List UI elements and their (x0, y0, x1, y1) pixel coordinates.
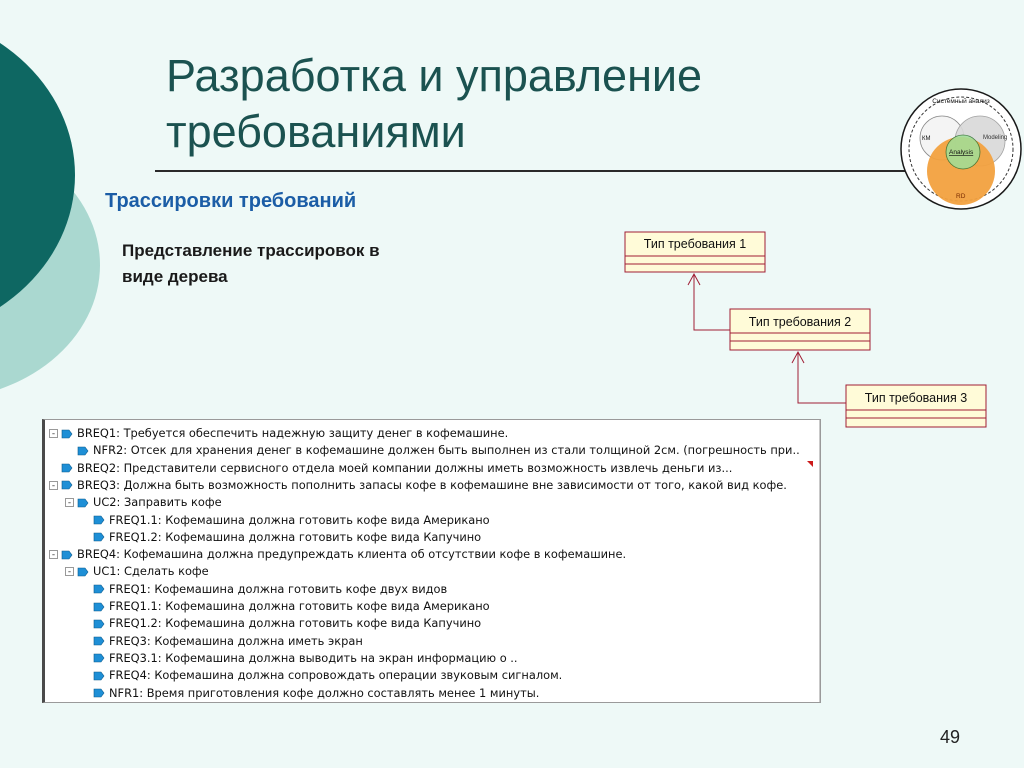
tree-row[interactable] (81, 650, 518, 667)
requirement-flag-icon (93, 602, 105, 612)
tree-row[interactable] (81, 667, 562, 684)
caption-line2: виде дерева (122, 267, 228, 286)
tree-row[interactable] (65, 563, 209, 580)
requirement-flag-icon (93, 515, 105, 525)
logo-modeling: Modeling (983, 135, 1008, 141)
requirement-flag-icon (77, 446, 89, 456)
requirement-flag-icon (93, 653, 105, 663)
requirement-flag-icon (77, 567, 89, 577)
page-number: 49 (940, 727, 961, 747)
tree-row[interactable] (81, 581, 447, 598)
tree-row[interactable] (49, 477, 787, 494)
uml-box-3-label: Тип требования 3 (864, 391, 968, 405)
slide-title (166, 48, 702, 160)
uml-trace-arrow-2-1 (688, 274, 730, 330)
tree-row-text: FREQ3.1: Кофемашина должна выводить на экран информацию о .. (109, 650, 518, 665)
requirement-flag-icon (61, 463, 73, 473)
tree-row-text: FREQ4: Кофемашина должна сопровождать операции звуковым сигналом. (109, 668, 563, 683)
tree-toggle-icon[interactable]: - (65, 567, 74, 576)
logo-title: Системный анализ (932, 98, 990, 105)
tree-row-text: BREQ3: Должна быть возможность пополнить запасы кофе в кофемашине вне зависимости от того, какой вид кофе. (77, 477, 787, 492)
requirement-flag-icon (93, 636, 105, 646)
requirement-flag-icon (77, 498, 89, 508)
requirement-flag-icon (93, 532, 105, 542)
uml-box-2 (730, 309, 870, 350)
tree-row[interactable] (65, 442, 800, 459)
tree-row[interactable] (49, 460, 732, 477)
uml-box-3 (846, 385, 986, 427)
tree-row-text: UC2: Заправить кофе (93, 495, 222, 510)
tree-row-text: FREQ1.1: Кофемашина должна готовить кофе вида Американо (109, 599, 490, 613)
requirement-flag-icon (93, 619, 105, 629)
tree-row[interactable] (81, 633, 363, 650)
tree-row[interactable] (81, 512, 490, 529)
uml-box-1 (625, 232, 765, 272)
tree-row-text: FREQ3: Кофемашина должна иметь экран (109, 633, 363, 648)
tree-row[interactable] (81, 598, 490, 615)
tree-row-text: BREQ1: Требуется обеспечить надежную защиту денег в кофемашине. (77, 426, 509, 440)
requirements-tree[interactable] (42, 419, 821, 703)
tree-row[interactable] (81, 529, 481, 546)
requirement-flag-icon (61, 550, 73, 560)
tree-toggle-icon[interactable]: - (65, 498, 74, 507)
tree-toggle-icon[interactable]: - (49, 429, 58, 438)
tree-row-text: BREQ4: Кофемашина должна предупреждать клиента об отсутствии кофе в кофемашине. (77, 547, 627, 562)
tree-right-border (819, 420, 820, 702)
tree-row-text: BREQ2: Представители сервисного отдела моей компании должны иметь возможность извлечь деньги из... (77, 460, 733, 475)
overflow-marker-icon (807, 461, 813, 467)
tree-row-text: FREQ1: Кофемашина должна готовить кофе двух видов (109, 581, 448, 596)
uml-trace-arrow-3-2 (792, 352, 846, 403)
tree-row-text: FREQ1.1: Кофемашина должна готовить кофе вида Американо (109, 512, 490, 527)
logo-analysis: Analysis (949, 149, 974, 156)
requirement-flag-icon (93, 688, 105, 698)
requirement-flag-icon (61, 429, 73, 439)
caption-line1: Представление трассировок в (122, 241, 380, 260)
caption (122, 238, 380, 290)
tree-row[interactable] (49, 546, 626, 563)
tree-toggle-icon[interactable]: - (49, 550, 58, 559)
tree-row[interactable] (65, 494, 222, 511)
title-divider (155, 170, 915, 172)
requirement-flag-icon (93, 584, 105, 594)
tree-toggle-icon[interactable]: - (49, 481, 58, 490)
tree-row[interactable] (49, 425, 508, 442)
uml-box-2-label: Тип требования 2 (748, 315, 852, 329)
systems-analysis-logo (898, 86, 1024, 212)
requirement-flag-icon (93, 671, 105, 681)
tree-row-text: FREQ1.2: Кофемашина должна готовить кофе вида Капучино (109, 616, 482, 631)
slide-title-line1: Разработка и управление (166, 50, 703, 101)
tree-row-text: UC1: Сделать кофе (93, 564, 209, 579)
tree-row[interactable] (81, 615, 481, 632)
tree-row[interactable] (81, 685, 539, 702)
logo-km: КМ (922, 136, 931, 142)
slide-title-line2: требованиями (166, 106, 466, 157)
logo-rd: RD (956, 193, 966, 200)
tree-row-text: NFR1: Время приготовления кофе должно составлять менее 1 минуты. (109, 685, 540, 700)
tree-row-text: FREQ1.2: Кофемашина должна готовить кофе вида Капучино (109, 529, 482, 544)
requirement-flag-icon (61, 480, 73, 490)
uml-box-1-label: Тип требования 1 (643, 237, 747, 251)
uml-requirement-diagram (610, 228, 1000, 438)
section-subtitle: Трассировки требований (105, 190, 357, 212)
tree-row-text: NFR2: Отсек для хранения денег в кофемашине должен быть выполнен из стали толщиной 2см. (погрешность при.. (93, 443, 800, 458)
